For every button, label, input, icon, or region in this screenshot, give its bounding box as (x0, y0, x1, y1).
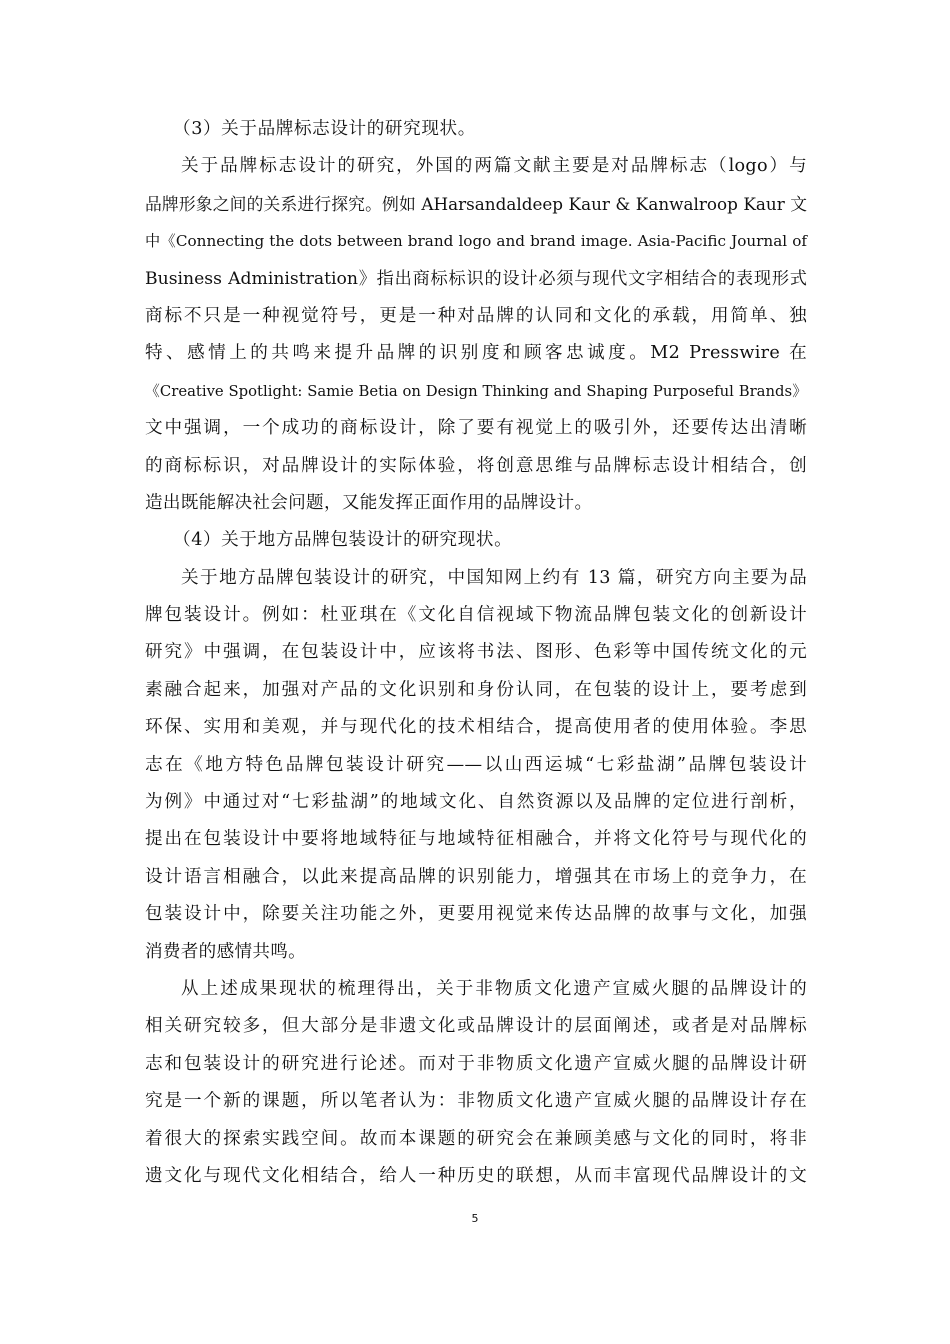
body-text (145, 111, 807, 1195)
paragraph-line: 关于地方品牌包装设计的研究，中国知网上约有 13 篇，研究方向主要为品 (181, 567, 807, 588)
paragraph-line: 牌包装设计。例如：杜亚琪在《文化自信视域下物流品牌包装文化的创新设计 (145, 605, 807, 626)
paragraph-line: 志和包装设计的研究进行论述。而对于非物质文化遗产宣威火腿的品牌设计研 (145, 1053, 807, 1074)
section-heading-4: （4）关于地方品牌包装设计的研究现状。 (173, 530, 513, 551)
paragraph-line: 商标不只是一种视觉符号，更是一种对品牌的认同和文化的承载，用简单、独 (145, 305, 807, 326)
paragraph-line: 中《Connecting the dots between brand logo and brand image. Asia-Pacific Journal of (145, 232, 807, 251)
paragraph-line: 从上述成果现状的梳理得出，关于非物质文化遗产宣威火腿的品牌设计的 (181, 978, 807, 999)
paragraph-line: 着很大的探索实践空间。故而本课题的研究会在兼顾美感与文化的同时，将非 (145, 1128, 807, 1149)
paragraph-line: 环保、实用和美观，并与现代化的技术相结合，提高使用者的使用体验。李思 (145, 717, 807, 738)
paragraph-line: 研究》中强调，在包装设计中，应该将书法、图形、色彩等中国传统文化的元 (145, 642, 807, 663)
section-heading-3: （3）关于品牌标志设计的研究现状。 (173, 119, 476, 139)
paragraph-line: 品牌形象之间的关系进行探究。例如 AHarsandaldeep Kaur & Kanwalroop Kaur 文 (145, 193, 807, 214)
paragraph-line: 消费者的感情共鸣。 (145, 941, 307, 962)
paragraph-line: 特、感情上的共鸣来提升品牌的识别度和顾客忠诚度。M2 Presswire 在 (145, 343, 807, 364)
paragraph-line: 设计语言相融合，以此来提高品牌的识别能力，增强其在市场上的竞争力，在 (145, 866, 807, 887)
paragraph-line: 的商标标识，对品牌设计的实际体验，将创意思维与品牌标志设计相结合，创 (145, 455, 807, 476)
paragraph-line: 素融合起来，加强对产品的文化识别和身份认同，在包装的设计上，要考虑到 (145, 679, 807, 700)
paragraph-line: 相关研究较多，但大部分是非遗文化或品牌设计的层面阐述，或者是对品牌标 (145, 1016, 807, 1037)
paragraph-line: 关于品牌标志设计的研究，外国的两篇文献主要是对品牌标志（logo）与 (181, 156, 807, 177)
paragraph-line: 究是一个新的课题，所以笔者认为：非物质文化遗产宣威火腿的品牌设计存在 (145, 1091, 807, 1112)
paragraph-line: 包装设计中，除要关注功能之外，更要用视觉来传达品牌的故事与文化，加强 (145, 904, 807, 925)
paragraph-line: 造出既能解决社会问题，又能发挥正面作用的品牌设计。 (145, 492, 593, 513)
paragraph-line: 志在《地方特色品牌包装设计研究——以山西运城“七彩盐湖”品牌包装设计 (145, 754, 807, 775)
paragraph-line: 文中强调，一个成功的商标设计，除了要有视觉上的吸引外，还要传达出清晰 (145, 418, 807, 439)
paragraph-line: 提出在包装设计中要将地域特征与地域特征相融合，并将文化符号与现代化的 (145, 829, 807, 850)
paragraph-line: 《Creative Spotlight: Samie Betia on Design Thinking and Shaping Purposeful Brands》 (145, 382, 807, 400)
page-number: 5 (471, 1212, 479, 1225)
paragraph-line: 遗文化与现代文化相结合，给人一种历史的联想，从而丰富现代品牌设计的文 (145, 1165, 807, 1186)
paragraph-line: Business Administration》指出商标标识的设计必须与现代文字相结合的表现形式 (145, 268, 807, 289)
paragraph-line: 为例》中通过对“七彩盐湖”的地域文化、自然资源以及品牌的定位进行剖析， (145, 792, 807, 813)
